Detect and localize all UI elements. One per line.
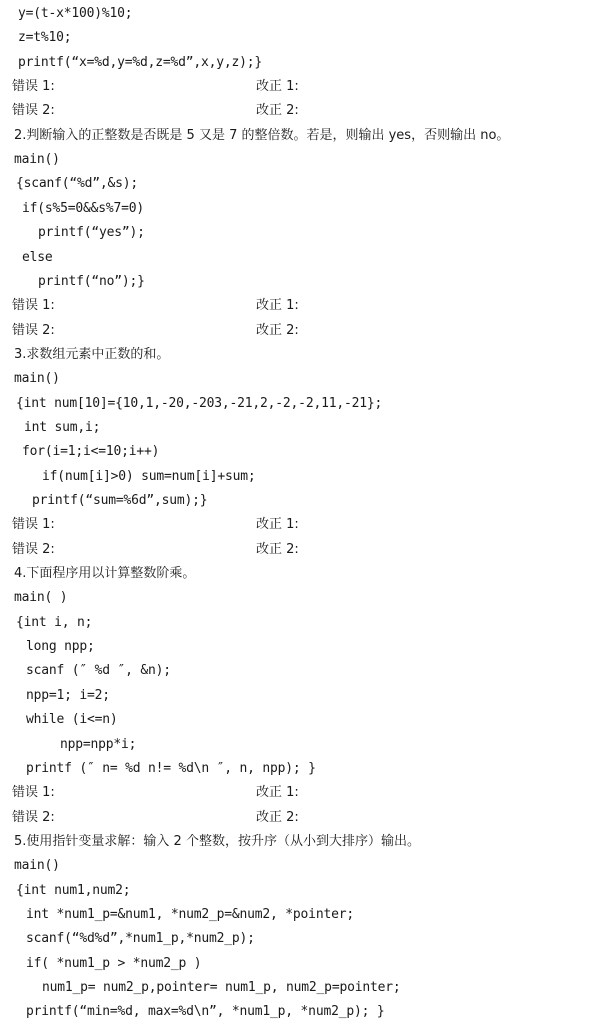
correction-label: 改正 1: xyxy=(256,785,299,800)
error-label: 错误 1: xyxy=(12,79,55,94)
question-heading: 3.求数组元素中正数的和。 xyxy=(14,347,170,362)
code-line: {int num[10]={10,1,-20,-203,-21,2,-2,-2,11,-21}; xyxy=(16,396,383,411)
code-line: {int i, n; xyxy=(16,615,93,630)
code-line: printf(“min=%d, max=%d\n”, *num1_p, *num2_p); } xyxy=(26,1004,385,1019)
code-line: int *num1_p=&num1, *num2_p=&num2, *pointer; xyxy=(26,907,354,922)
code-line: if(s%5=0&&s%7=0) xyxy=(22,201,145,216)
code-line: while (i<=n) xyxy=(26,712,118,727)
code-line: scanf (″ %d ″, &n); xyxy=(26,663,171,678)
code-line: npp=1; i=2; xyxy=(26,688,110,703)
question-heading: 4.下面程序用以计算整数阶乘。 xyxy=(14,566,196,581)
code-line: if( *num1_p > *num2_p ) xyxy=(26,956,202,971)
code-line: y=(t-x*100)%10; xyxy=(18,6,133,21)
code-line: if(num[i]>0) sum=num[i]+sum; xyxy=(42,469,256,484)
code-line: npp=npp*i; xyxy=(60,737,137,752)
error-label: 错误 2: xyxy=(12,103,55,118)
question-heading: 5.使用指针变量求解：输入 2 个整数，按升序（从小到大排序）输出。 xyxy=(14,834,420,849)
code-line: num1_p= num2_p,pointer= num1_p, num2_p=pointer; xyxy=(42,980,401,995)
code-line: printf(“yes”); xyxy=(38,225,145,240)
code-line: else xyxy=(22,250,53,265)
code-line: scanf(“%d%d”,*num1_p,*num2_p); xyxy=(26,931,255,946)
error-label: 错误 2: xyxy=(12,542,55,557)
correction-label: 改正 2: xyxy=(256,103,299,118)
correction-label: 改正 2: xyxy=(256,542,299,557)
code-line: {scanf(“%d”,&s); xyxy=(16,176,139,191)
code-line: main() xyxy=(14,152,60,167)
question-heading: 2.判断输入的正整数是否既是 5 又是 7 的整倍数。若是，则输出 yes，否则输出 no。 xyxy=(14,128,510,143)
correction-label: 改正 1: xyxy=(256,517,299,532)
code-line: z=t%10; xyxy=(18,30,72,45)
code-line: main() xyxy=(14,371,60,386)
code-line: printf(“no”);} xyxy=(38,274,145,289)
error-label: 错误 2: xyxy=(12,810,55,825)
code-line: for(i=1;i<=10;i++) xyxy=(22,444,160,459)
correction-label: 改正 1: xyxy=(256,79,299,94)
error-label: 错误 1: xyxy=(12,298,55,313)
correction-label: 改正 2: xyxy=(256,810,299,825)
correction-label: 改正 2: xyxy=(256,323,299,338)
error-label: 错误 1: xyxy=(12,517,55,532)
error-label: 错误 1: xyxy=(12,785,55,800)
code-line: long npp; xyxy=(26,639,95,654)
code-line: int sum,i; xyxy=(24,420,101,435)
code-line: {int num1,num2; xyxy=(16,883,131,898)
correction-label: 改正 1: xyxy=(256,298,299,313)
code-line: printf(“sum=%6d”,sum);} xyxy=(32,493,208,508)
code-line: main() xyxy=(14,858,60,873)
code-line: printf (″ n= %d n!= %d\n ″, n, npp); } xyxy=(26,761,316,776)
code-line: main( ) xyxy=(14,590,68,605)
code-line: printf(“x=%d,y=%d,z=%d”,x,y,z);} xyxy=(18,55,263,70)
error-label: 错误 2: xyxy=(12,323,55,338)
